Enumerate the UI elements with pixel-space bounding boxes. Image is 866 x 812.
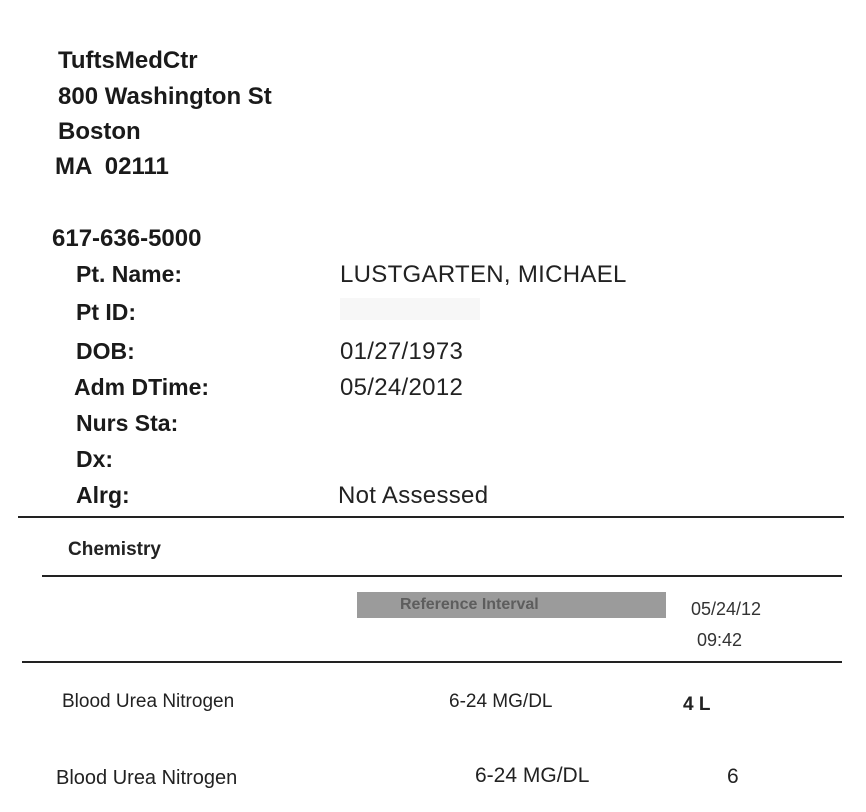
alrg-value: Not Assessed [338,482,489,509]
adm-dtime-label: Adm DTime: [74,374,210,400]
facility-city: Boston [58,118,141,145]
facility-name: TuftsMedCtr [58,47,198,74]
result-date: 05/24/12 [691,599,762,619]
facility-state-zip: MA 02111 [55,153,169,180]
section-title: Chemistry [68,539,161,560]
pt-name-value: LUSTGARTEN, MICHAEL [340,261,627,288]
result-time: 09:42 [697,630,743,650]
alrg-label: Alrg: [76,482,130,508]
nurs-sta-label: Nurs Sta: [76,410,179,436]
test-name: Blood Urea Nitrogen [62,691,235,712]
divider-section [42,575,842,577]
pt-name-label: Pt. Name: [76,261,183,287]
divider-table [22,661,842,663]
dx-label: Dx: [76,446,114,472]
reference-range: 6-24 MG/DL [449,691,553,712]
test-name: Blood Urea Nitrogen [56,767,238,789]
reference-range: 6-24 MG/DL [475,764,590,787]
result-value: 6 [727,765,739,788]
facility-street: 800 Washington St [58,83,272,110]
dob-value: 01/27/1973 [340,338,464,365]
adm-dtime-value: 05/24/2012 [340,374,464,401]
result-value: 4 L [683,694,711,715]
pt-id-redaction [340,298,480,320]
reference-interval-header: Reference Interval [400,596,539,613]
facility-phone: 617-636-5000 [52,225,202,252]
divider-top [18,516,844,518]
dob-label: DOB: [76,338,135,364]
pt-id-label: Pt ID: [76,299,137,325]
